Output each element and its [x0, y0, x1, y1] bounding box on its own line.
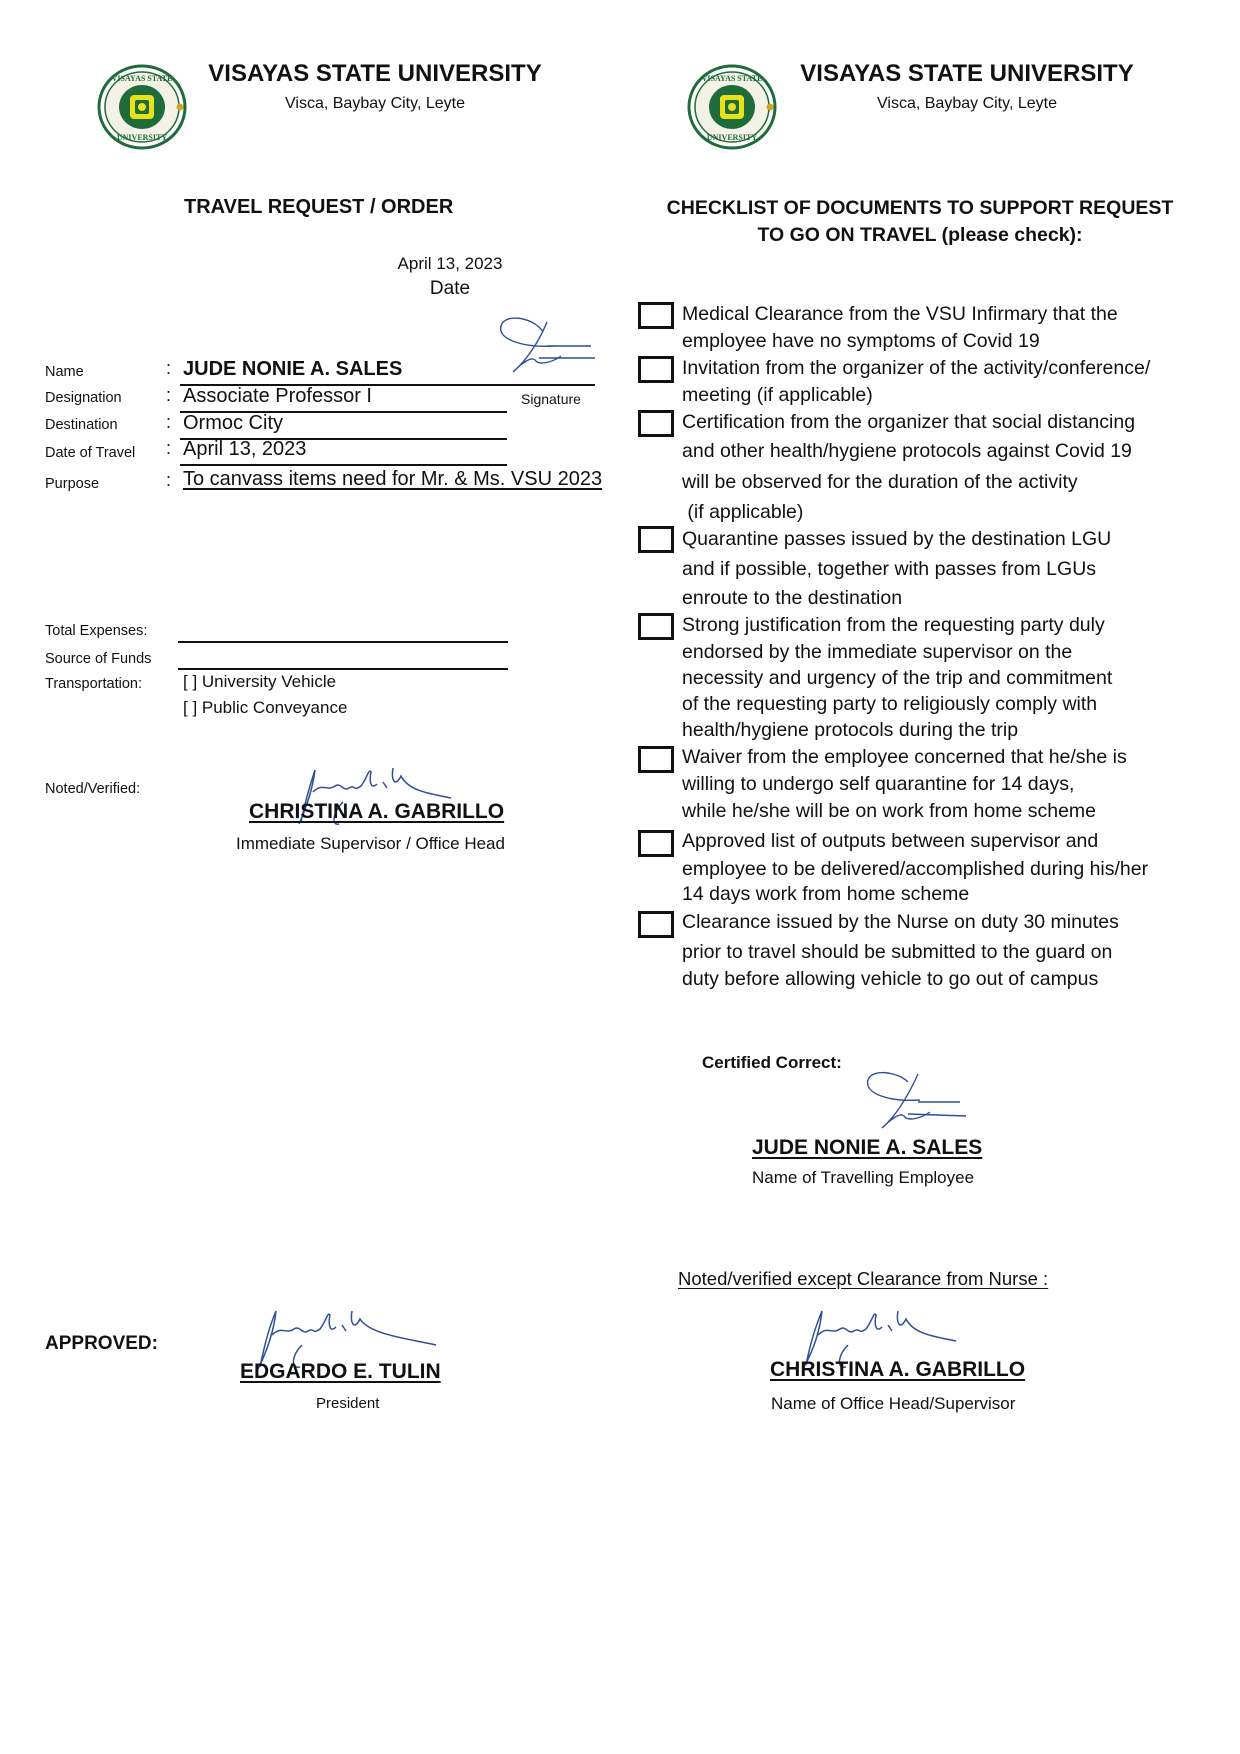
checklist-checkbox-medical-clearance[interactable]: [638, 302, 674, 329]
transport-option-university-vehicle[interactable]: [ ] University Vehicle: [183, 672, 337, 691]
checklist-checkbox-waiver[interactable]: [638, 746, 674, 773]
checklist-checkbox-invitation[interactable]: [638, 356, 674, 383]
field-value-destination[interactable]: Ormoc City: [183, 412, 283, 434]
checklist-item-text: employee have no symptoms of Covid 19: [682, 330, 1040, 352]
checklist-item-text: (if applicable): [682, 501, 804, 523]
colon: :: [166, 385, 172, 405]
supervisor-name: CHRISTINA A. GABRILLO: [249, 800, 505, 823]
noted-except-label: Noted/verified except Clearance from Nurse :: [678, 1268, 1049, 1289]
signature-label: Signature: [521, 391, 581, 407]
checklist-item-text: Invitation from the organizer of the activity/conference/: [682, 357, 1151, 379]
checklist-item-text: Approved list of outputs between supervisor and: [682, 830, 1099, 852]
employee-signature-icon: [862, 1068, 972, 1140]
office-head-role: Name of Office Head/Supervisor: [771, 1394, 1016, 1413]
travelling-employee-role: Name of Travelling Employee: [752, 1168, 975, 1187]
checklist-item-text: while he/she will be on work from home scheme: [682, 800, 1097, 822]
president-name: EDGARDO E. TULIN: [240, 1360, 441, 1383]
checklist-item-text: duty before allowing vehicle to go out of campus: [682, 968, 1099, 990]
university-name: VISAYAS STATE UNIVERSITY: [800, 60, 1134, 87]
svg-text:UNIVERSITY: UNIVERSITY: [706, 133, 758, 142]
requester-signature-icon: [495, 312, 605, 384]
checklist-checkbox-nurse-clearance[interactable]: [638, 911, 674, 938]
checklist-item-text: Clearance issued by the Nurse on duty 30 minutes: [682, 911, 1119, 933]
checklist-title-rest: (please check):: [936, 224, 1083, 246]
noted-verified-label: Noted/Verified:: [45, 781, 141, 797]
checklist-item-text: prior to travel should be submitted to the guard on: [682, 941, 1113, 963]
checklist-item-text: Medical Clearance from the VSU Infirmary that the: [682, 303, 1118, 325]
checklist-item-text: Waiver from the employee concerned that he/she is: [682, 746, 1127, 768]
checklist-title-bold: TO GO ON TRAVEL: [757, 224, 937, 246]
colon: :: [166, 412, 172, 432]
field-value-purpose[interactable]: To canvass items need for Mr. & Ms. VSU 2023: [183, 468, 603, 490]
field-value-date-of-travel[interactable]: April 13, 2023: [183, 438, 307, 460]
colon: :: [166, 358, 172, 378]
university-seal-icon: [97, 64, 187, 150]
field-value-name[interactable]: JUDE NONIE A. SALES: [183, 358, 403, 380]
field-label-designation: Designation: [45, 390, 122, 406]
checklist-title-line2: [640, 224, 1200, 247]
field-label-date-of-travel: Date of Travel: [45, 445, 136, 461]
transportation-label: Transportation:: [45, 676, 142, 692]
travelling-employee-name: JUDE NONIE A. SALES: [752, 1136, 983, 1159]
transport-option-public-conveyance[interactable]: [ ] Public Conveyance: [183, 698, 348, 717]
checklist-item-text: Quarantine passes issued by the destination LGU: [682, 528, 1112, 550]
checklist-item-text: will be observed for the duration of the activity: [682, 471, 1078, 493]
checklist-item-text: 14 days work from home scheme: [682, 883, 970, 905]
date-label: Date: [429, 278, 471, 299]
university-seal-icon: [687, 64, 777, 150]
university-name: VISAYAS STATE UNIVERSITY: [208, 60, 542, 87]
checklist-item-text: of the requesting party to religiously comply with: [682, 693, 1098, 715]
president-role: President: [316, 1395, 380, 1412]
svg-text:VISAYAS STATE: VISAYAS STATE: [111, 74, 173, 83]
university-address: Visca, Baybay City, Leyte: [285, 95, 465, 112]
source-of-funds-label: Source of Funds: [45, 651, 152, 667]
checklist-checkbox-approved-outputs[interactable]: [638, 830, 674, 857]
checklist-title-line1: CHECKLIST OF DOCUMENTS TO SUPPORT REQUEST: [666, 197, 1174, 219]
total-expenses-label: Total Expenses:: [45, 623, 148, 639]
field-value-designation[interactable]: Associate Professor I: [183, 385, 372, 407]
checklist-item-text: employee to be delivered/accomplished during his/her: [682, 858, 1149, 880]
university-address: Visca, Baybay City, Leyte: [877, 95, 1057, 112]
office-head-name: CHRISTINA A. GABRILLO: [770, 1358, 1026, 1381]
checklist-item-text: willing to undergo self quarantine for 14 days,: [682, 773, 1075, 795]
field-label-purpose: Purpose: [45, 476, 100, 492]
request-date: April 13, 2023: [397, 254, 503, 273]
checklist-item-text: endorsed by the immediate supervisor on the: [682, 641, 1073, 663]
checklist-item-text: Strong justification from the requesting party duly: [682, 614, 1105, 636]
colon: :: [166, 470, 172, 490]
supervisor-role: Immediate Supervisor / Office Head: [236, 834, 505, 853]
checklist-item-text: health/hygiene protocols during the trip: [682, 719, 1019, 741]
total-expenses-field[interactable]: [178, 641, 508, 643]
underline: [180, 464, 507, 466]
svg-text:UNIVERSITY: UNIVERSITY: [116, 133, 168, 142]
form-title: TRAVEL REQUEST / ORDER: [184, 196, 454, 218]
svg-text:VISAYAS STATE: VISAYAS STATE: [701, 74, 763, 83]
approved-label: APPROVED:: [45, 1333, 158, 1354]
certified-correct-label: Certified Correct:: [702, 1053, 842, 1072]
checklist-checkbox-quarantine-passes[interactable]: [638, 526, 674, 553]
checklist-item-text: necessity and urgency of the trip and commitment: [682, 667, 1113, 689]
checklist-item-text: and other health/hygiene protocols against Covid 19: [682, 440, 1132, 462]
checklist-item-text: and if possible, together with passes from LGUs: [682, 558, 1097, 580]
checklist-item-text: Certification from the organizer that social distancing: [682, 411, 1136, 433]
source-of-funds-field[interactable]: [178, 668, 508, 670]
checklist-item-text: meeting (if applicable): [682, 384, 873, 406]
checklist-item-text: enroute to the destination: [682, 587, 903, 609]
checklist-checkbox-justification[interactable]: [638, 613, 674, 640]
field-label-destination: Destination: [45, 417, 118, 433]
colon: :: [166, 438, 172, 458]
field-label-name: Name: [45, 364, 84, 380]
checklist-checkbox-certification[interactable]: [638, 410, 674, 437]
